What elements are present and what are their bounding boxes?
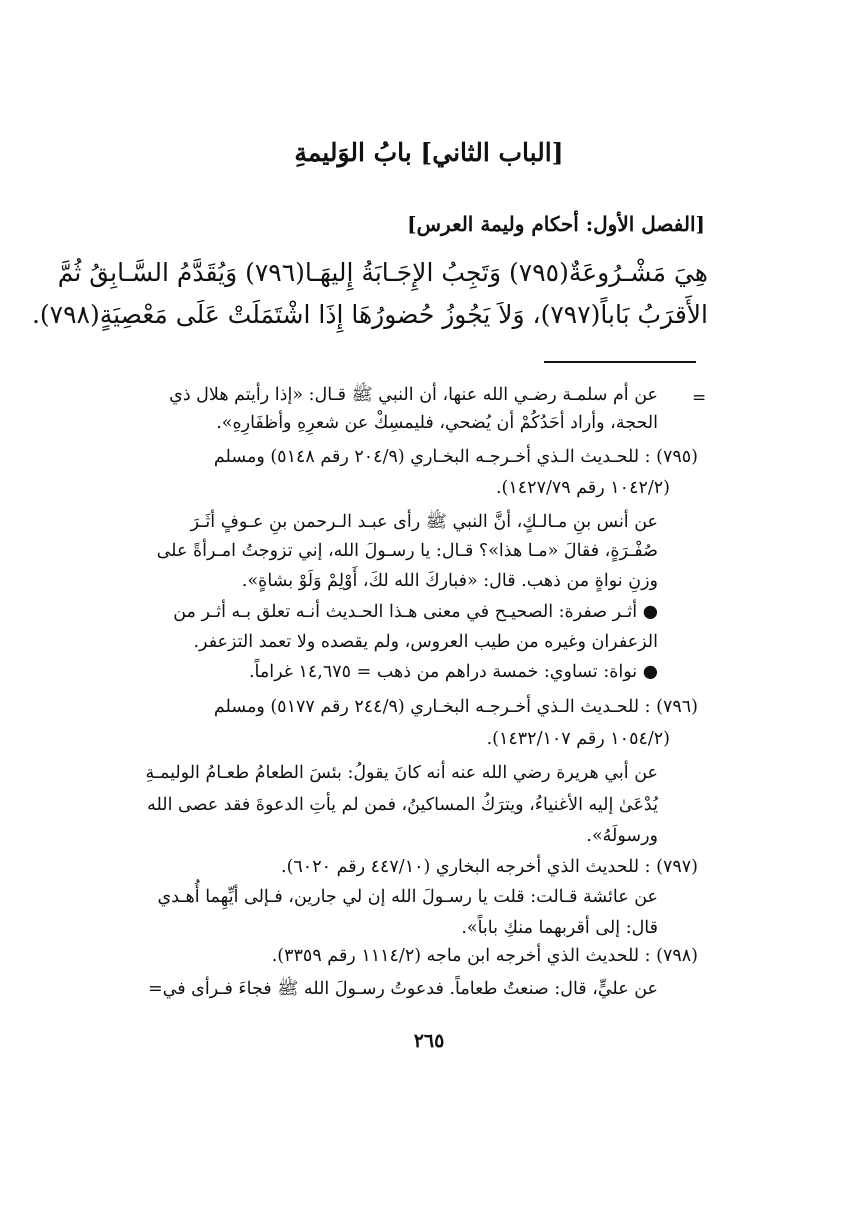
- footnote-line: يُدْعَىٰ إليه الأغنياءُ، ويترَكُ المساكينُ، فمن لم يأتِ الدعوةَ فقد عصى الله: [147, 795, 658, 815]
- footnote-line: (٧٩٦) : للحـديث الـذي أخـرجـه البخـاري (٢٤٤/٩ رقم ٥١٧٧) ومسلم: [213, 697, 698, 717]
- footnote-line: ● أثـر صفرة: الصحيـح في معنى هـذا الحـديث أنـه تعلق بـه أثـر من: [173, 602, 658, 622]
- chapter-title: [الباب الثاني] بابُ الوَليمةِ: [294, 138, 564, 167]
- footnote-line: (٧٩٥) : للحـديث الـذي أخـرجـه البخـاري (٢٠٤/٩ رقم ٥١٤٨) ومسلم: [213, 447, 698, 467]
- page-number: ٢٦٥: [413, 1030, 445, 1052]
- footnote-line: (١٠٤٢/٢ رقم ١٤٢٧/٧٩).: [495, 478, 670, 498]
- footnote-line: (٧٩٧) : للحديث الذي أخرجه البخاري (٤٤٧/١٠ رقم ٦٠٢٠).: [281, 857, 698, 877]
- footnote-line: صُفْـرَةٍ، فقالَ «مـا هذا»؟ قـال: يا رسـولَ الله، إني تزوجتُ امـرأةً على: [156, 541, 658, 561]
- footnote-separator: [544, 361, 696, 363]
- footnote-line: (١٠٥٤/٢ رقم ١٤٣٢/١٠٧).: [486, 729, 670, 749]
- footnote-line: عن أبي هريرة رضي الله عنه أنه كانَ يقولُ: بئسَ الطعامُ طعـامُ الوليمـةِ: [145, 763, 658, 783]
- footnote-line: قال: إلى أقربهما منكِ باباً».: [461, 918, 658, 938]
- footnote-line: الزعفران وغيره من طيب العروس، ولم يقصده ولا تعمد التزعفر.: [193, 632, 658, 652]
- footnote-line: ورسولَهُ».: [586, 826, 658, 846]
- footnote-line: عن أنس بنِ مـالـكٍ، أنَّ النبي ﷺ رأى عبـد الـرحمن بنِ عـوفٍ أثَـرَ: [190, 512, 658, 532]
- footnote-line: عن أم سلمـة رضـي الله عنها، أن النبي ﷺ قـال: «إذا رأيتم هلال ذي: [169, 385, 658, 405]
- footnote-line: عن عائشة قـالت: قلت يا رسـولَ الله إن لي جارين، فـإلى أيِّهِما أُهـدي: [157, 887, 658, 907]
- footnote-line: وزنِ نواةٍ من ذهب. قال: «فباركَ الله لكَ، أَوْلِمْ وَلَوْ بشاةٍ».: [241, 571, 658, 591]
- main-text-line: هِيَ مَشْـرُوعَةٌ(٧٩٥) وَتَجِبُ الإِجَـابَةُ إِليهَـا(٧٩٦) وَيُقَدَّمُ السَّـابِقُ ثُمَّ: [57, 258, 708, 287]
- main-text-line: الأَقرَبُ بَاباً(٧٩٧)، وَلاَ يَجُوزُ حُضورُهَا إِذَا اشْتَمَلَتْ عَلَى مَعْصِيَةٍ(٧٩٨).: [31, 300, 708, 329]
- footnote-line: ● نواة: تساوي: خمسة دراهم من ذهب = ١٤,٦٧٥ غراماً.: [248, 662, 658, 682]
- footnote-line: الحجة، وأراد أحَدُكُمْ أن يُضحي، فليمسِكْ عن شعرِهِ وأظفَارِهِ».: [216, 413, 658, 433]
- footnote-line: (٧٩٨) : للحديث الذي أخرجه ابن ماجه (١١١٤/٢ رقم ٣٣٥٩).: [271, 946, 698, 966]
- footnote-continuation-mark: =: [692, 388, 707, 408]
- section-title: [الفصل الأول: أحكام وليمة العرس]: [407, 212, 705, 236]
- footnote-line: عن عليٍّ، قال: صنعتُ طعاماً. فدعوتُ رسـولَ الله ﷺ فجاءَ فـرأى في=: [147, 979, 658, 999]
